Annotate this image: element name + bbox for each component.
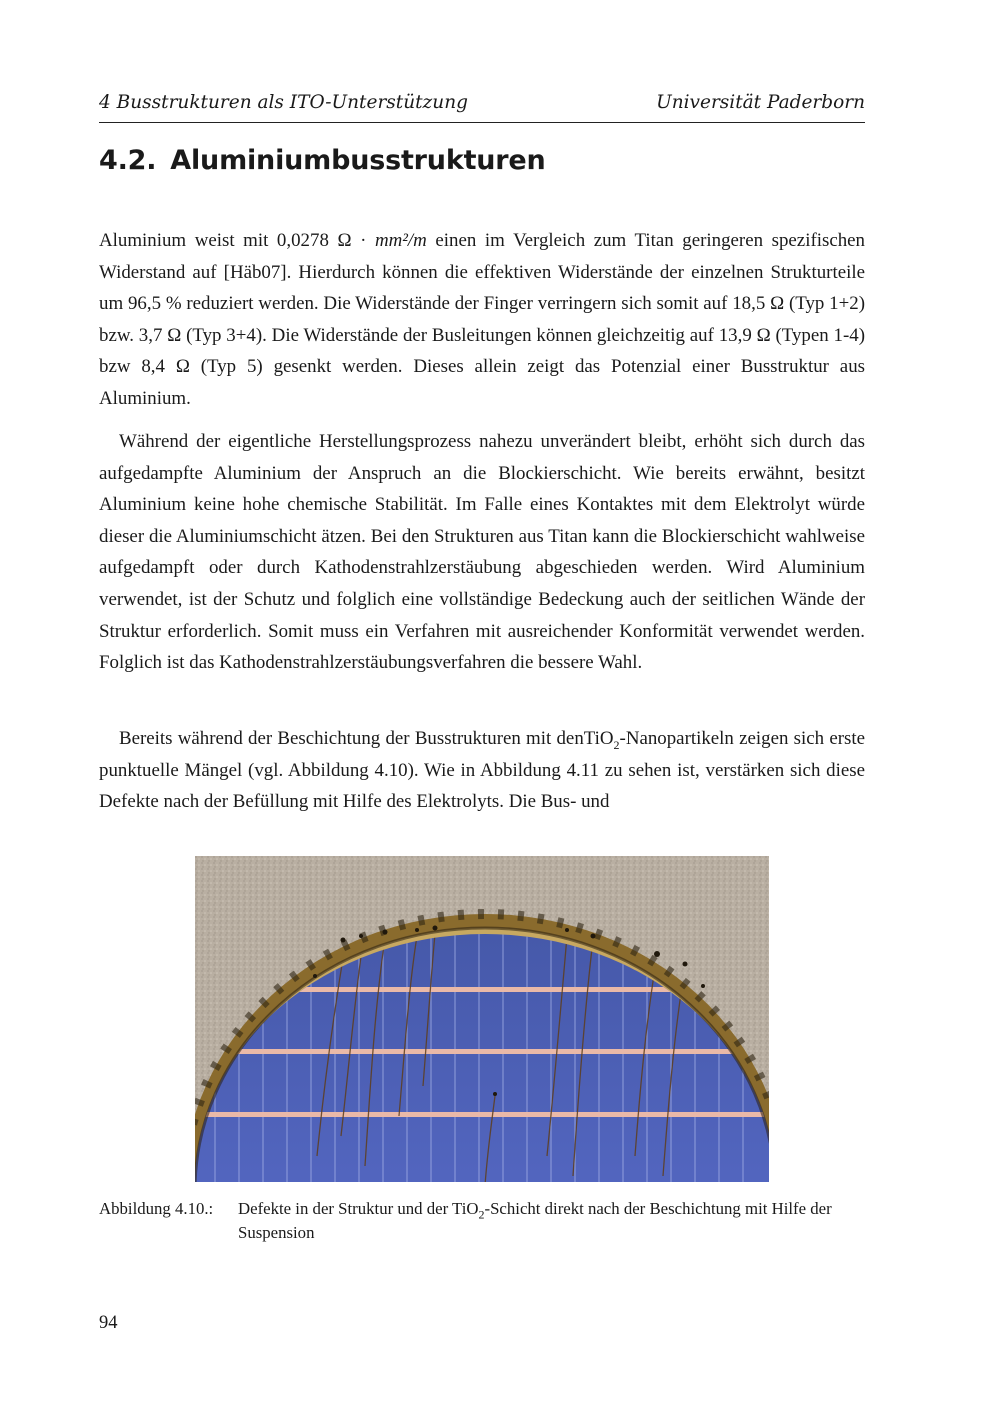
section-title [99, 145, 546, 176]
paragraph-1-text-b: einen im Vergleich zum Titan geringeren spezifischen Widerstand auf [Häb07]. Hierdurch können die effektiven Widerstände der einzelnen Strukturteile um 96,5 % reduziert werden. Die Widerstände der Finger verringern sich somit auf 18,5 Ω (Typ 1+2) bzw. 3,7 Ω (Typ 3+4). Die Widerstände der Busleitungen können gleichzeitig auf 13,9 Ω (Typen 1-4) bzw 8,4 Ω (Typ 5) gesenkt werden. Dieses allein zeigt das Potenzial einer Busstruktur aus Aluminium. [99, 230, 865, 409]
figure-caption [99, 1197, 865, 1245]
paragraph-2: Während der eigentliche Herstellungsprozess nahezu unverändert bleibt, erhöht sich durch das aufgedampfte Aluminium der Anspruch an die Blockierschicht. Wie bereits erwähnt, besitzt Aluminium keine hohe chemische Stabilität. Im Falle eines Kontaktes mit dem Elektrolyt würde dieser die Aluminiumschicht ätzen. Bei den Strukturen aus Titan kann die Blockierschicht wahlweise aufgedampft oder durch Kathodenstrahlzerstäubung abgeschieden werden. Wird Aluminium verwendet, ist der Schutz und folglich eine vollständige Bedeckung auch der seitlichen Wände der Struktur erforderlich. Somit muss ein Verfahren mit ausreichender Konformität verwendet werden. Folglich ist das Kathodenstrahlzerstäubungsverfahren die bessere Wahl. [99, 431, 865, 674]
header-chapter: 4 Busstrukturen als ITO-Unterstützung [99, 92, 468, 113]
unit-formula: mm²/m [374, 230, 427, 251]
figure-photo [195, 856, 769, 1182]
paragraph-1-text-a: Aluminium weist mit 0,0278 Ω · [99, 230, 375, 251]
paragraph-3-text-b: -Nanopartikeln zeigen sich erste punktuelle Mängel (vgl. Abbildung 4.10). Wie in Abbildung 4.11 zu sehen ist, verstärken sich diese Defekte nach der Befüllung mit Hilfe des Elektrolyts. Die Bus- und [99, 728, 865, 813]
running-header [99, 92, 865, 123]
caption-subscript: 2 [478, 1207, 485, 1222]
paragraph-3-subscript: 2 [613, 737, 620, 752]
section-title-text: Aluminiumbusstrukturen [170, 145, 546, 176]
page-number: 94 [99, 1313, 118, 1333]
caption-text-b: -Schicht direkt nach der Beschichtung mit Hilfe der Suspension [238, 1199, 832, 1242]
caption-text-a: Defekte in der Struktur und der TiO [238, 1199, 479, 1218]
header-institution: Universität Paderborn [656, 92, 865, 113]
substrate-defect-photo [195, 856, 769, 1182]
paragraph-3-text-a: Bereits während der Beschichtung der Busstrukturen mit denTiO [119, 728, 614, 749]
paragraph-1 [99, 225, 865, 415]
section-number: 4.2. [99, 145, 157, 176]
caption-text [238, 1197, 865, 1245]
paragraph-3 [99, 723, 865, 818]
caption-label: Abbildung 4.10.: [99, 1199, 214, 1218]
